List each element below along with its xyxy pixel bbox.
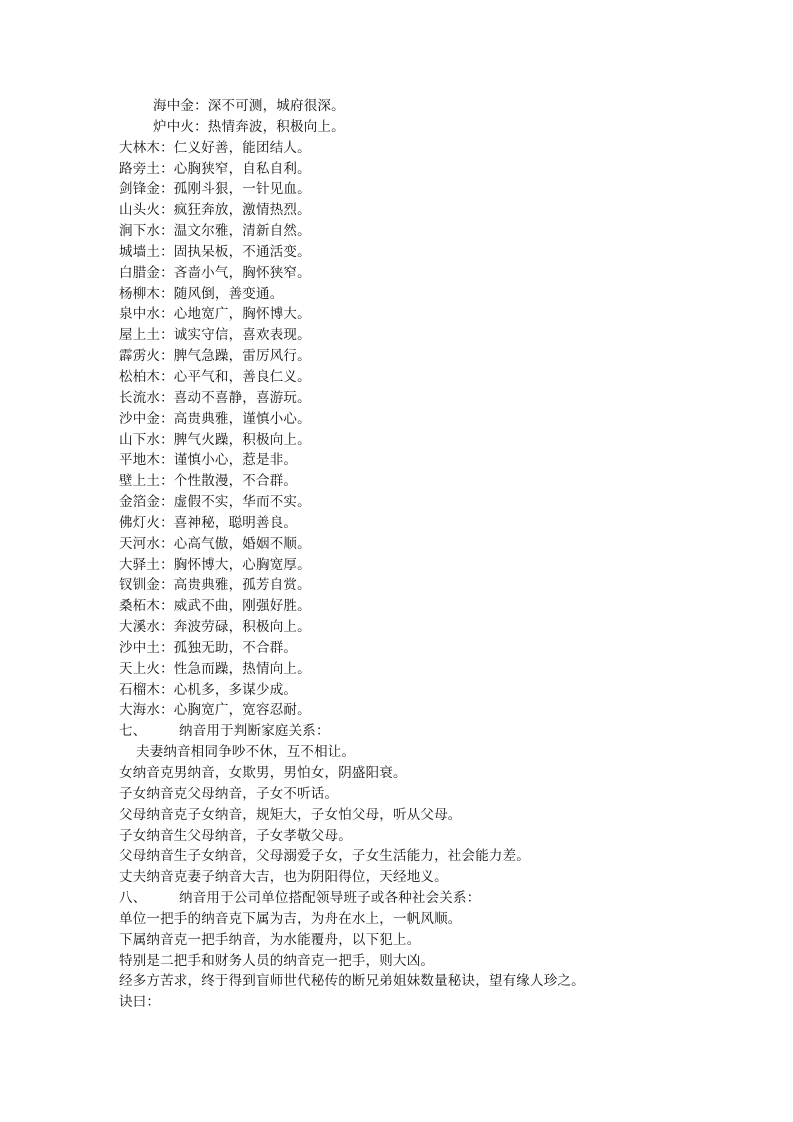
text-line: 女纳音克男纳音，女欺男，男怕女，阴盛阳衰。 <box>119 765 407 781</box>
nayin-line: 杨柳木：随风倒，善变通。 <box>119 285 284 302</box>
text-line: 下属纳音克一把手纳音，为水能覆舟，以下犯上。 <box>119 931 421 948</box>
nayin-line: 霹雳火：脾气急躁，雷厉风行。 <box>119 348 311 365</box>
text-line: 子女纳音克父母纳音，子女不听话。 <box>119 785 339 802</box>
text-line: 父母纳音克子女纳音，规矩大，子女怕父母，听从父母。 <box>119 806 462 823</box>
text-line: 炉中火：热情奔波，积极向上。 <box>153 118 345 135</box>
nayin-line: 山头火：疯狂奔放，激情热烈。 <box>119 202 311 219</box>
nayin-line: 佛灯火：喜神秘，聪明善良。 <box>119 514 298 531</box>
nayin-line: 沙中土：孤独无助，不合群。 <box>119 639 298 656</box>
nayin-line: 大林木：仁义好善，能团结人。 <box>119 139 311 156</box>
nayin-line: 钗钏金：高贵典雅，孤芳自赏。 <box>119 577 311 594</box>
document-body <box>119 96 759 1013</box>
nayin-line: 泉中水：心地宽广，胸怀博大。 <box>119 306 311 323</box>
nayin-line: 城墙土：固执呆板，不通活变。 <box>119 243 311 260</box>
text-line: 经多方苦求，终于得到盲师世代秘传的断兄弟姐妹数量秘诀，望有缘人珍之。 <box>119 973 585 990</box>
nayin-line: 大海水：心胸宽广，宽容忍耐。 <box>119 702 311 719</box>
text-line: 诀曰： <box>119 994 161 1011</box>
nayin-line: 金箔金：虚假不实，华而不实。 <box>119 494 311 511</box>
text-line: 父母纳音生子女纳音，父母溺爱子女，子女生活能力，社会能力差。 <box>119 848 530 865</box>
text-line: 海中金：深不可测，城府很深。 <box>153 98 345 114</box>
section-number: 八、 <box>119 890 147 907</box>
nayin-line: 松柏木：心平气和，善良仁义。 <box>119 368 311 385</box>
nayin-line: 屋上土：诚实守信，喜欢表现。 <box>119 327 311 344</box>
nayin-line: 山下水：脾气火躁，积极向上。 <box>119 431 311 448</box>
nayin-line: 桑柘木：威武不曲，刚强好胜。 <box>119 598 311 615</box>
nayin-line: 路旁土：心胸狭窄，自私自利。 <box>119 160 311 177</box>
section-title: 纳音用于公司单位搭配领导班子或各种社会关系： <box>179 890 481 907</box>
nayin-line: 涧下水：温文尔雅，清新自然。 <box>119 223 311 240</box>
nayin-line: 天河水：心高气傲，婚姻不顺。 <box>119 535 311 552</box>
nayin-line: 长流水：喜动不喜静，喜游玩。 <box>119 389 311 406</box>
nayin-line: 壁上土：个性散漫，不合群。 <box>119 473 298 490</box>
text-line: 单位一把手的纳音克下属为吉，为舟在水上，一帆风顺。 <box>119 910 462 927</box>
nayin-line: 沙中金：高贵典雅，谨慎小心。 <box>119 410 311 427</box>
section-heading <box>119 721 759 742</box>
nayin-line: 平地木：谨慎小心，惹是非。 <box>119 452 298 469</box>
text-line: 特别是二把手和财务人员的纳音克一把手，则大凶。 <box>119 952 435 969</box>
text-line: 夫妻纳音相同争吵不休，互不相让。 <box>136 744 356 761</box>
section-title: 纳音用于判断家庭关系： <box>179 723 330 740</box>
nayin-line: 大驿土：胸怀博大，心胸宽厚。 <box>119 556 311 573</box>
section-number: 七、 <box>119 723 147 740</box>
section-heading <box>119 888 759 909</box>
nayin-line: 剑锋金：孤刚斗狠，一针见血。 <box>119 181 311 198</box>
text-line: 子女纳音生父母纳音，子女孝敬父母。 <box>119 827 352 844</box>
nayin-line: 天上火：性急而躁，热情向上。 <box>119 660 311 677</box>
nayin-line: 石榴木：心机多，多谋少成。 <box>119 681 298 698</box>
nayin-line: 白腊金：吝啬小气，胸怀狭窄。 <box>119 264 311 281</box>
text-line: 丈夫纳音克妻子纳音大吉，也为阴阳得位，天经地义。 <box>119 869 448 886</box>
nayin-line: 大溪水：奔波劳碌，积极向上。 <box>119 619 311 636</box>
